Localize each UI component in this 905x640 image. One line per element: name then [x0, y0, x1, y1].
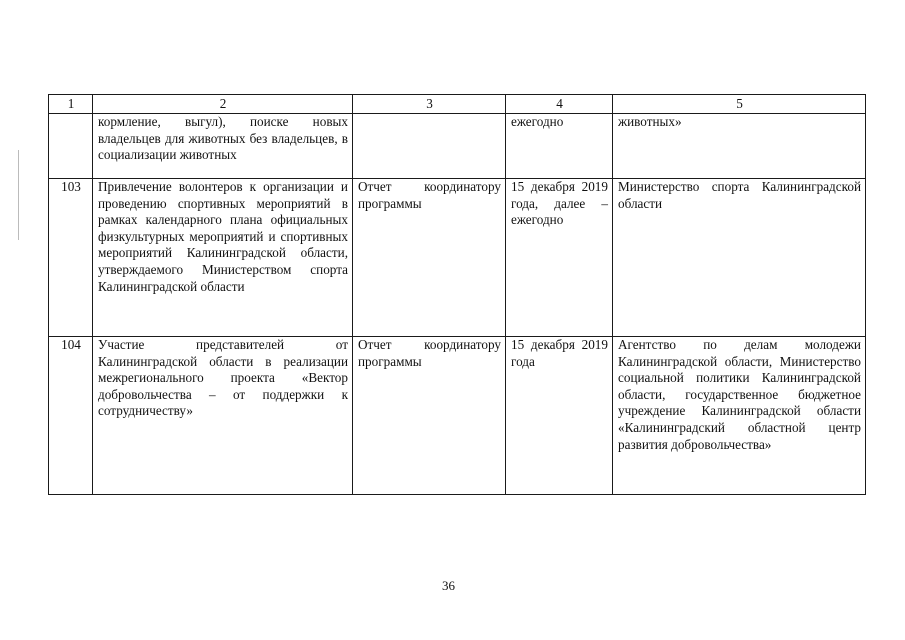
deadline-cell: 15 декабря 2019 года, далее – ежегодно: [506, 179, 613, 337]
table-row: [49, 114, 866, 179]
column-header-3: 3: [353, 95, 506, 114]
deadline-cell: ежегодно: [506, 114, 613, 179]
row-number: 104: [49, 337, 93, 495]
column-header-5: 5: [613, 95, 866, 114]
activity-cell: Участие представителей от Калининградской области в реализации межрегионального проекта «Вектор добровольчества – от поддержки к сотрудничеству»: [93, 337, 353, 495]
responsible-cell: Агентство по делам молодежи Калининградской области, Министерство социальной политики Калининградской области, государственное бюджетное учреждение Калининградской области «Калининградский областной центр развития добровольчества»: [613, 337, 866, 495]
responsible-cell: Министерство спорта Калининградской области: [613, 179, 866, 337]
activity-cell: Привлечение волонтеров к организации и проведению спортивных мероприятий в рамках календарного плана официальных физкультурных мероприятий и спортивных мероприятий Калининградской области, утверждаемого Министерством спорта Калининградской области: [93, 179, 353, 337]
deadline-cell: 15 декабря 2019 года: [506, 337, 613, 495]
column-header-4: 4: [506, 95, 613, 114]
table-row: [49, 179, 866, 337]
scan-edge-mark: [18, 150, 19, 240]
responsible-cell: животных»: [613, 114, 866, 179]
table-row: [49, 337, 866, 495]
column-number-row: [49, 95, 866, 114]
report-form-cell: Отчет координатору программы: [353, 179, 506, 337]
activity-cell: кормление, выгул), поиске новых владельцев для животных без владельцев, в социализации животных: [93, 114, 353, 179]
report-form-cell: Отчет координатору программы: [353, 337, 506, 495]
report-form-cell: [353, 114, 506, 179]
column-header-1: 1: [49, 95, 93, 114]
column-header-2: 2: [93, 95, 353, 114]
row-number: [49, 114, 93, 179]
row-number: 103: [49, 179, 93, 337]
page-number: 36: [442, 578, 455, 593]
plan-table: [48, 94, 866, 495]
